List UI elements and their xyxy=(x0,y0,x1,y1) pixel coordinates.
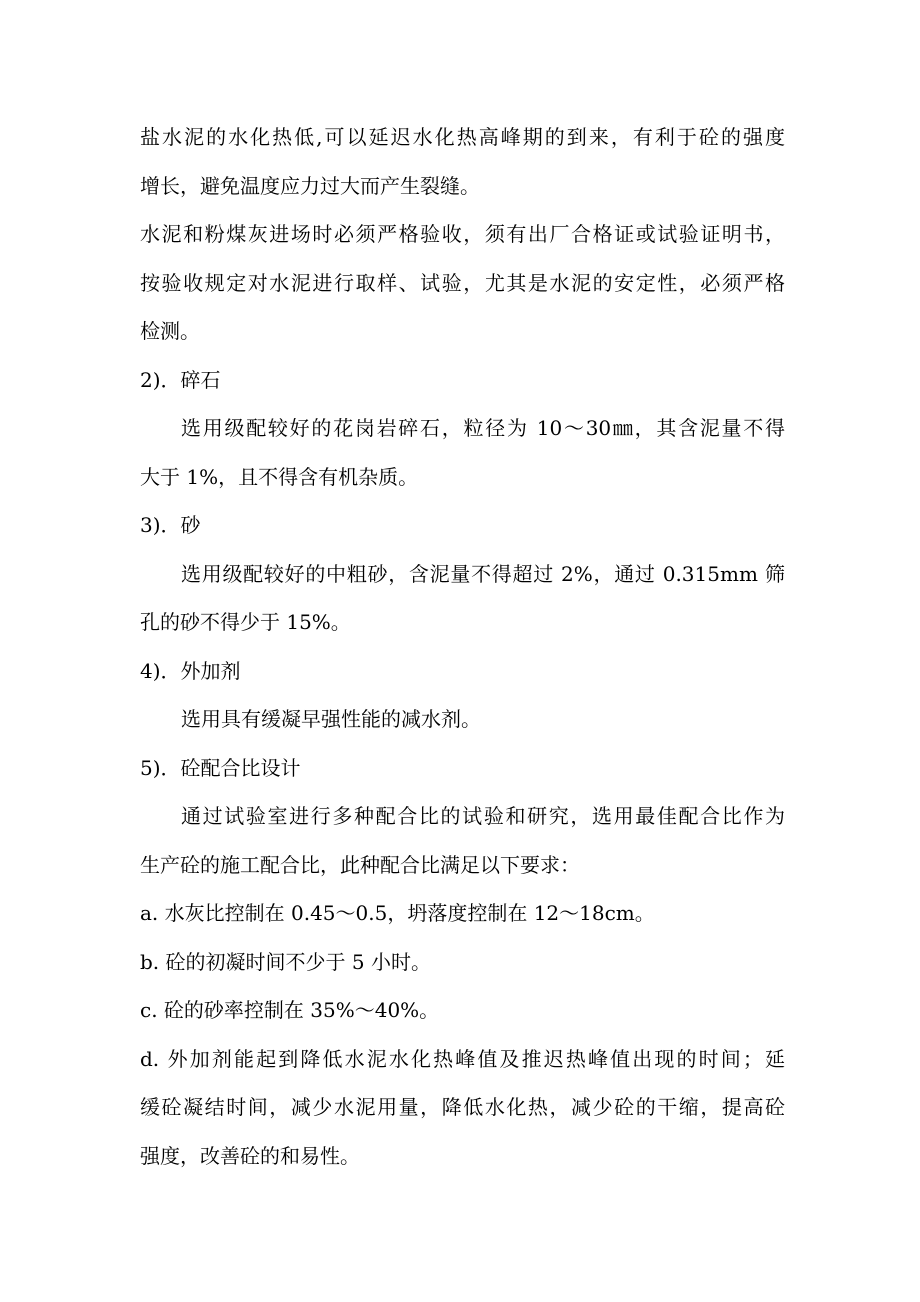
paragraph-line: 生产砼的施工配合比，此种配合比满足以下要求： xyxy=(140,853,580,877)
paragraph-line: 通过试验室进行多种配合比的试验和研究，选用最佳配合比作为 xyxy=(181,804,785,828)
list-item: b. 砼的初凝时间不少于 5 小时。 xyxy=(140,950,431,974)
section-heading: 3)．砂 xyxy=(140,513,201,537)
paragraph-line: 水泥和粉煤灰进场时必须严格验收，须有出厂合格证或试验证明书， xyxy=(140,222,785,246)
paragraph-line: 选用具有缓凝早强性能的减水剂。 xyxy=(181,707,481,731)
list-item: d. 外加剂能起到降低水泥水化热峰值及推迟热峰值出现的时间；延 xyxy=(140,1047,785,1071)
paragraph-line: 选用级配较好的中粗砂，含泥量不得超过 2%，通过 0.315mm 筛 xyxy=(181,562,785,586)
list-item: a. 水灰比控制在 0.45～0.5，坍落度控制在 12～18cm。 xyxy=(140,901,655,925)
paragraph-line: 缓砼凝结时间，减少水泥用量，降低水化热，减少砼的干缩，提高砼 xyxy=(140,1095,785,1119)
paragraph-line: 增长，避免温度应力过大而产生裂缝。 xyxy=(140,174,480,198)
paragraph-line: 检测。 xyxy=(140,319,200,343)
list-item: c. 砼的砂率控制在 35%～40%。 xyxy=(140,998,440,1022)
section-heading: 4)．外加剂 xyxy=(140,659,241,683)
paragraph-line: 大于 1%，且不得含有机杂质。 xyxy=(140,465,419,489)
paragraph-line: 按验收规定对水泥进行取样、试验，尤其是水泥的安定性，必须严格 xyxy=(140,271,785,295)
paragraph-line: 盐水泥的水化热低,可以延迟水化热高峰期的到来，有利于砼的强度 xyxy=(140,125,785,149)
paragraph-line: 强度，改善砼的和易性。 xyxy=(140,1144,360,1168)
section-heading: 2)．碎石 xyxy=(140,368,221,392)
paragraph-line: 选用级配较好的花岗岩碎石，粒径为 10～30㎜，其含泥量不得 xyxy=(181,416,785,440)
section-heading: 5)．砼配合比设计 xyxy=(140,756,301,780)
paragraph-line: 孔的砂不得少于 15%。 xyxy=(140,610,351,634)
